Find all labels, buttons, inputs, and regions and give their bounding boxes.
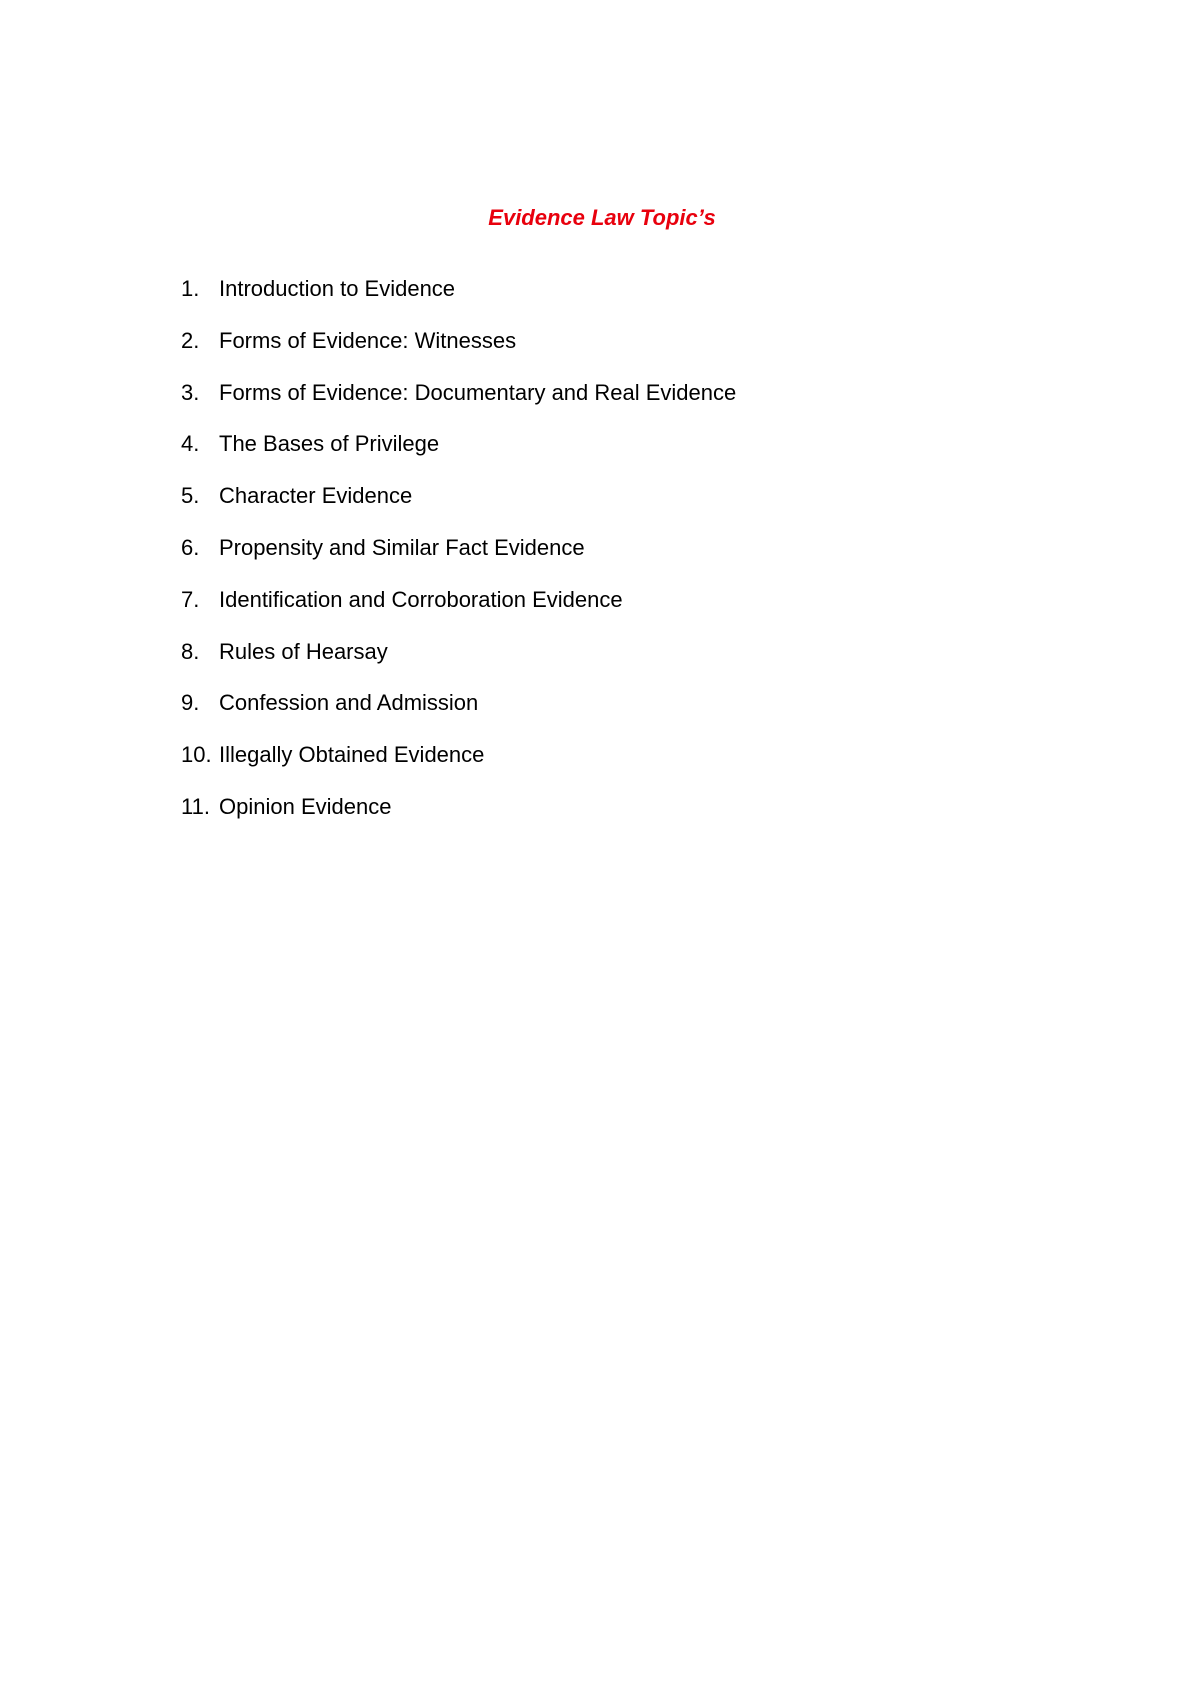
list-item-number: 6. [181, 534, 200, 560]
list-item-number: 4. [181, 431, 200, 457]
list-item-text: Introduction to Evidence [219, 276, 456, 301]
list-item-text: Identification and Corroboration Evidence [219, 586, 623, 612]
list-item-number: 8. [181, 638, 200, 664]
list-item-number: 1. [181, 276, 200, 301]
list-item-number: 7. [181, 586, 200, 612]
list-item-text: Character Evidence [219, 483, 413, 509]
document-title: Evidence Law Topic’s [488, 205, 716, 230]
list-item-text: Confession and Admission [219, 690, 479, 716]
list-item-text: Illegally Obtained Evidence [219, 742, 485, 768]
list-item-number: 2. [181, 327, 200, 353]
list-item-text: Forms of Evidence: Witnesses [219, 327, 517, 353]
list-item-number: 9. [181, 690, 200, 716]
list-item-number: 3. [181, 379, 200, 405]
list-item-number: 5. [181, 483, 200, 509]
list-item-text: The Bases of Privilege [219, 431, 440, 457]
list-item-text: Forms of Evidence: Documentary and Real Evidence [219, 379, 737, 405]
list-item-number: 11. [181, 793, 210, 819]
list-item-text: Rules of Hearsay [219, 638, 388, 664]
list-item-text: Opinion Evidence [219, 793, 392, 819]
list-item-number: 10. [181, 742, 212, 768]
list-item-text: Propensity and Similar Fact Evidence [219, 534, 585, 560]
